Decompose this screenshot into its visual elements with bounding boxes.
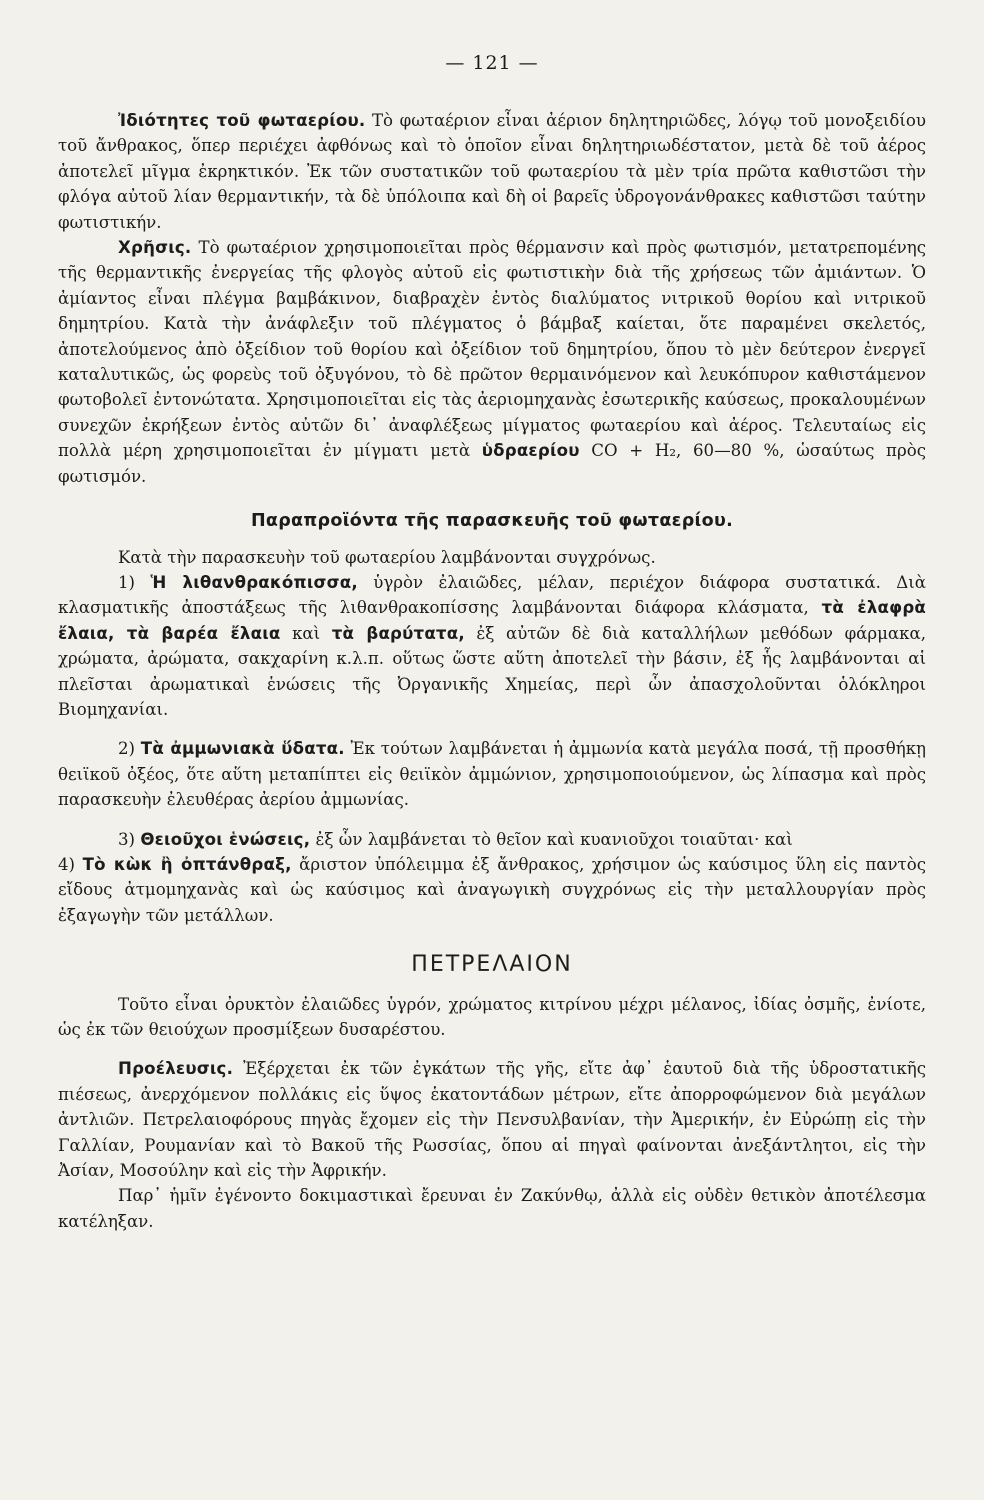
byproduct-item-4 [58,852,926,928]
uses-heading: Χρῆσις. [118,238,192,258]
closing-paragraph: Παρ᾿ ἡμῖν ἐγένοντο δοκιμαστικαὶ ἔρευναι ἐν Ζακύνθῳ, ἀλλὰ εἰς οὐδὲν θετικὸν ἀποτέλεσμα κατέληξαν. [58,1186,926,1231]
uses-paragraph [58,235,926,489]
origin-paragraph [58,1056,926,1183]
byproducts-title: Παραπροϊόντα τῆς παρασκευῆς τοῦ φωταερίου. [250,511,734,532]
properties-paragraph [58,108,926,235]
byproduct-item-2 [58,736,926,812]
uses-text-1: Τὸ φωταέριον χρησιμοποιεῖται πρὸς θέρμανσιν καὶ πρὸς φωτισμόν, μετατρεπομένης τῆς θερμαντικῆς ἐνεργείας τῆς φλογὸς αὐτοῦ εἰς φωτιστικὴν διὰ τῆς χρήσεως τῶν ἀμιάντων. Ὁ ἀμίαντος εἶναι πλέγμα βαμβάκινον, διαβραχὲν ἐντὸς διαλύματος νιτρικοῦ θορίου καὶ νιτρικοῦ δημητρίου. Κατὰ τὴν ἀνάφλεξιν τοῦ πλέγματος ὁ βάμβαξ καίεται, ὅτε παραμένει σκελετός, ἀποτελούμενος ἀπὸ ὀξείδιον τοῦ θορίου καὶ ὀξείδιον τοῦ δημητρίου, ὅπου τὸ μὲν δεύτερον ἐνεργεῖ καταλυτικῶς, ὡς φορεὺς τοῦ ὀξυγόνου, τὸ δὲ πρῶτον θερμαινόμενον καὶ λευκόπυρον καθιστάμενον φωτοβολεῖ ἐντονώτατα. Χρησιμοποιεῖται εἰς τὰς ἀεριομηχανὰς ἐσωτερικῆς καύσεως, προκαλουμένων συνεχῶν ἐκρήξεων ἐντὸς αὐτῶν δι᾿ ἀναφλέξεως μίγματος φωταερίου καὶ ἀέρος. Τελευταίως εἰς πολλὰ μέρη χρησιμοποιεῖται ἐν μίγματι μετὰ [58,238,926,461]
item-1-bold-2: τὰ βαρύτατα, [331,623,465,643]
properties-text: Τὸ φωταέριον εἶναι ἀέριον δηλητηριῶδες, λόγῳ τοῦ μονοξειδίου τοῦ ἄνθρακος, ὅπερ περιέχει ἀφθόνως καὶ τὸ ὁποῖον εἶναι δηλητηριωδέστατον, μετὰ δὲ τοῦ ἀέρος ἀποτελεῖ μῖγμα ἐκρηκτικόν. Ἐκ τῶν συστατικῶν τοῦ φωταερίου τὰ μὲν τρία πρῶτα καθιστῶσι τὴν φλόγα αὐτοῦ λίαν θερμαντικήν, τὰ δὲ ὑπόλοιπα καὶ δὴ οἱ βαρεῖς ὑδρογονάνθρακες καθιστῶσι ταύτην φωτιστικήν. [58,111,926,232]
item-1-text-3: ἐξ αὐτῶν δὲ διὰ καταλλήλων μεθόδων φάρμακα, χρώματα, ἀρώματα, σακχαρίνη κ.λ.π. οὕτως ὥστε αὕτη ἀποτελεῖ τὴν βάσιν, ἐξ ἧς λαμβάνονται αἱ πλεῖσται ἀρωματικαὶ ἑνώσεις τῆς Ὀργανικῆς Χημείας, περὶ ὧν ἀπασχολοῦνται ὁλόκληροι Βιομηχανίαι. [58,623,926,719]
item-2-heading: Τὰ ἀμμωνιακὰ ὕδατα. [140,739,345,759]
page-body [58,108,926,1234]
item-3-number: 3) [118,829,141,849]
page-number: — 121 — [445,52,539,74]
item-2-text: Ἐκ τούτων λαμβάνεται ἡ ἀμμωνία κατὰ μεγάλα ποσά, τῇ προσθήκῃ θειϊκοῦ ὀξέος, ὅτε αὕτη μεταπίπτει εἰς θειϊκὸν ἀμμώνιον, χρησιμοποιούμενον, ὡς λίπασμα καὶ πρὸς παρασκευὴν ἐλευθέρας ἀερίου ἀμμωνίας. [58,739,927,810]
item-4-number: 4) [58,854,83,874]
properties-heading: Ἰδιότητες τοῦ φωταερίου. [118,111,366,130]
item-1-text-2: καὶ [280,623,332,643]
item-2-number: 2) [118,739,141,759]
byproduct-item-1 [58,570,926,722]
uses-bold-word: ὑδραερίου [481,441,580,461]
item-1-heading: Ἡ λιθανθρακόπισσα, [150,572,358,592]
byproducts-intro: Κατὰ τὴν παρασκευὴν τοῦ φωταερίου λαμβάνονται συγχρόνως. [118,547,656,567]
item-3-heading: Θειοῦχοι ἑνώσεις, [140,829,311,849]
item-4-text: ἄριστον ὑπόλειμμα ἐξ ἄνθρακος, χρήσιμον ὡς καύσιμος ὕλη εἰς παντὸς εἴδους ἀτμομηχανὰς καὶ ὡς καύσιμος καὶ ἀναγωγικὴ συγχρόνως εἰς τὴν μεταλλουργίαν πρὸς ἐξαγωγὴν τῶν μετάλλων. [58,854,926,925]
item-3-text: ἐξ ὧν λαμβάνεται τὸ θεῖον καὶ κυανιοῦχοι τοιαῦται· καὶ [310,829,793,849]
item-1-number: 1) [118,572,151,592]
byproduct-item-3 [58,827,926,852]
item-1-bold-1: τὰ ἐλαφρὰ ἔλαια, τὰ βαρέα ἔλαια [58,598,926,643]
petroleum-title: ΠΕΤΡΕΛΑΙΟΝ [411,952,573,978]
origin-text: Ἐξέρχεται ἐκ τῶν ἐγκάτων τῆς γῆς, εἴτε ἀφ᾿ ἑαυτοῦ διὰ τῆς ὑδροστατικῆς πιέσεως, ἀνερχόμενον πολλάκις εἰς ὕψος ἑκατοντάδων μέτρων, εἴτε ἀπορροφώμενον διὰ μεγάλων ἀντλιῶν. Πετρελαιοφόρους πηγὰς ἔχομεν εἰς τὴν Πενσυλβανίαν, τὴν Ἀμερικήν, ἐν Εὐρώπῃ εἰς τὴν Γαλλίαν, Ρουμανίαν καὶ τὸ Βακοῦ τῆς Ρωσσίας, ὅπου αἱ πηγαὶ φαίνονται ἀνεξάντλητοι, εἰς τὴν Ἀσίαν, Μοσούλην καὶ εἰς τὴν Ἀφρικήν. [58,1059,926,1181]
uses-text-2: CO + H₂, 60—80 %, ὡσαύτως πρὸς φωτισμόν. [58,441,927,486]
item-4-heading: Τὸ κὼκ ἢ ὀπτάνθραξ, [82,854,292,874]
petroleum-intro: Τοῦτο εἶναι ὀρυκτὸν ἐλαιῶδες ὑγρόν, χρώματος κιτρίνου μέχρι μέλανος, ἰδίας ὀσμῆς, ἐνίοτε, ὡς ἐκ τῶν θειούχων προσμίξεων δυσαρέστου. [58,994,926,1039]
origin-heading: Προέλευσις. [118,1059,234,1079]
item-1-text-1: ὑγρὸν ἐλαιῶδες, μέλαν, περιέχον διάφορα συστατικά. Διὰ κλασματικῆς ἀποστάξεως τῆς λιθανθρακοπίσσης λαμβάνονται διάφορα κλάσματα, [58,572,926,618]
